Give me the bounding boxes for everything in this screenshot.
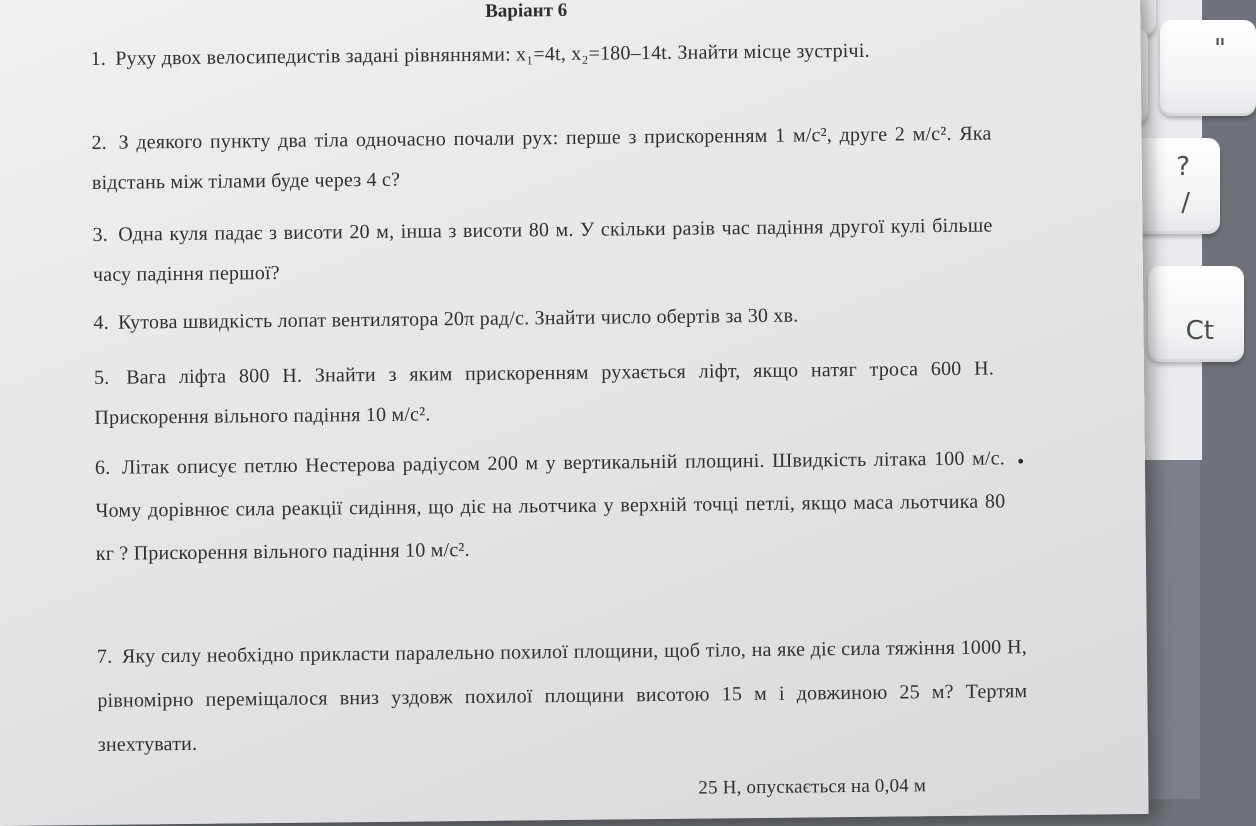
problem-2 [91,114,992,203]
problem-text: 25 Н, опускається на 0,04 м [698,775,927,799]
key-legend: ? [1176,152,1190,182]
keyboard-key [1148,266,1244,362]
problem-text: Кутова швидкість лопат вентилятора 20π рад/с. Знайти число обертів за 30 хв. [117,304,799,334]
problem-3 [92,206,993,295]
problem-number: 4. [93,311,109,334]
margin-dot: . [1016,437,1025,471]
key-legend: / [1181,188,1190,218]
key-legend: Ct [1185,316,1214,346]
problem-number: 5. [93,366,110,389]
problem-text: З деякого пункту два тіла одночасно почали рух: перше з прискоренням 1 м/с², друге 2 м/с². Яка відстань між тілами буде через 4 с? [91,122,992,194]
problem-text: Одна куля падає з висоти 20 м, інша з висоти 80 м. У скільки разів час падіння другої кулі більше часу падіння першої? [92,214,993,286]
problem-1 [90,30,990,79]
problem-number: 3. [92,223,109,246]
problem-number: 1. [90,47,107,70]
problem-8-partial [698,765,1038,809]
problem-text: Вага ліфта 800 Н. Знайти з яким прискоренням рухається ліфт, якщо натяг троса 600 Н. Прискорення вільного падіння 10 м/с². [94,357,995,429]
problem-text: Яку силу необхідно прикласти паралельно похилої площини, щоб тіло, на яке діє сила тяжіння 1000 Н, рівномірно переміщалося вниз уздовж похилої площини висотою 15 м і довжиною 25 м? Тертям знехтувати. [97,636,1028,756]
keyboard-key [1160,20,1256,116]
problem-5 [94,349,995,438]
problem-number: 6. [94,456,111,479]
problem-text: Літак описує петлю Нестерова радіусом 200 м у вертикальній площині. Швидкість літака 100 м/с. Чому дорівнює сила реакції сидіння, що діє на льотчика у верхній точці петлі, якщо маса льотчика 80 кг ? Прискорення вільного падіння 10 м/с². [95,447,1006,565]
problem-6 [95,437,1006,576]
problem-number: 7. [96,645,113,668]
problem-7 [97,625,1028,767]
variant-title: Варіант 6 [485,0,568,22]
problem-text: Руху двох велосипедистів задані рівняннями: x₁=4t, x₂=180–14t. Знайти місце зустрічі. [115,39,870,70]
key-legend: " [1214,34,1226,64]
problem-4 [93,294,993,343]
problem-number: 2. [91,131,108,154]
